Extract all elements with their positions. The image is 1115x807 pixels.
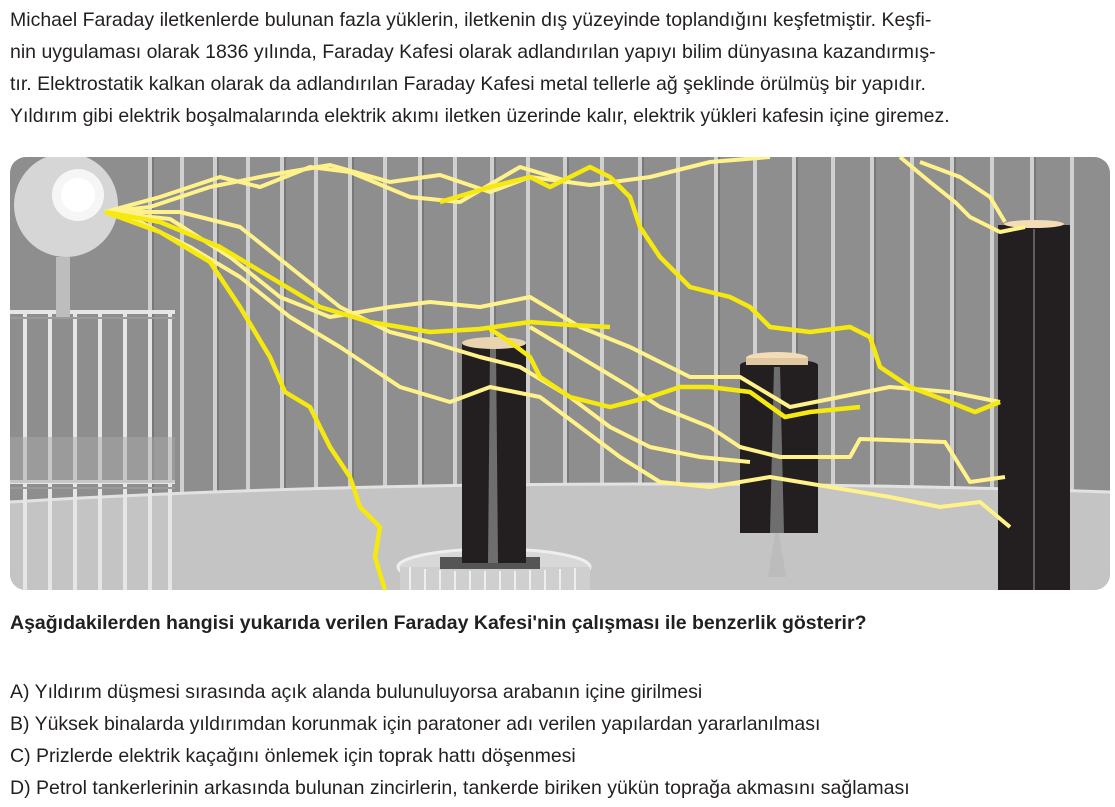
option-text: Yıldırım düşmesi sırasında açık alanda bulunuluyorsa arabanın içine girilmesi (34, 681, 703, 703)
option-letter: B) (10, 713, 30, 735)
option-letter: C) (10, 745, 31, 767)
passage-line: nin uygulaması olarak 1836 yılında, Faraday Kafesi olarak adlandırılan yapıyı bilim dünyasına kazandırmış- (10, 41, 936, 63)
option-b[interactable] (10, 708, 1110, 740)
option-letter: D) (10, 777, 31, 799)
lamp-pole (56, 257, 70, 317)
faraday-cage-illustration (10, 157, 1110, 590)
option-a[interactable] (10, 676, 1110, 708)
option-letter: A) (10, 681, 30, 703)
passage-line: Yıldırım gibi elektrik boşalmalarında elektrik akımı iletken üzerinde kalır, elektrik yükleri kafesin içine giremez. (10, 105, 950, 127)
option-c[interactable] (10, 740, 1110, 772)
passage (10, 4, 1110, 132)
passage-line: Michael Faraday iletkenlerde bulunan fazla yüklerin, iletkenin dış yüzeyinde toplandığını keşfetmiştir. Keşfi- (10, 9, 932, 31)
answer-options (10, 676, 1110, 804)
question-text: Aşağıdakilerden hangisi yukarıda verilen Faraday Kafesi'nin çalışması ile benzerlik gösterir? (10, 612, 867, 634)
passage-line: tır. Elektrostatik kalkan olarak da adlandırılan Faraday Kafesi metal tellerle ağ şeklinde örülmüş bir yapıdır. (10, 73, 926, 95)
option-text: Petrol tankerlerinin arkasında bulunan zincirlerin, tankerde biriken yükün toprağa akmasını sağlaması (36, 777, 910, 799)
option-text: Prizlerde elektrik kaçağını önlemek için toprak hattı döşenmesi (36, 745, 576, 767)
option-text: Yüksek binalarda yıldırımdan korunmak için paratoner adı verilen yapılardan yararlanılması (34, 713, 821, 735)
option-d[interactable] (10, 772, 1110, 804)
